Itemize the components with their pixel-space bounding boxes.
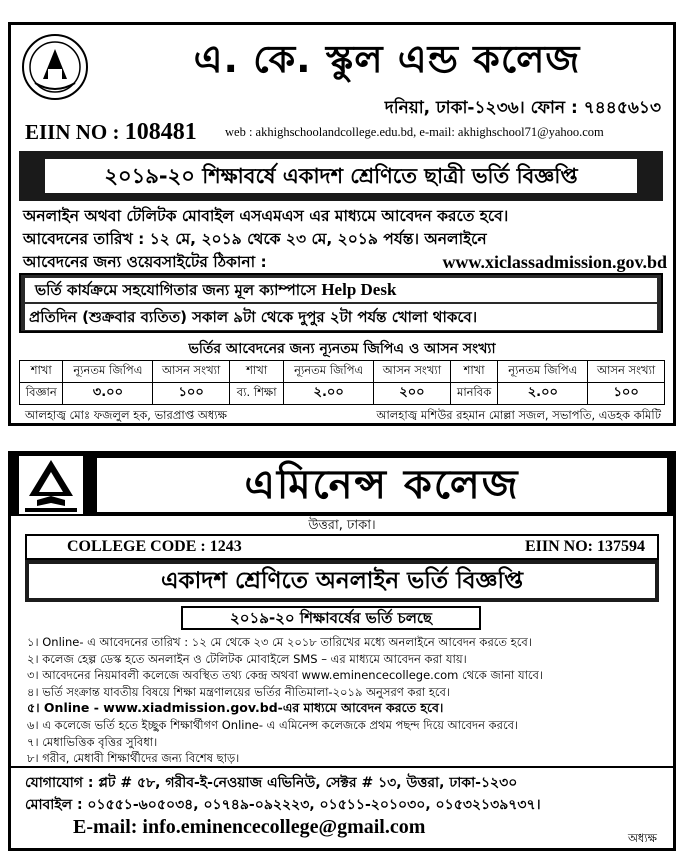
ak-school-advertisement <box>8 22 676 426</box>
contact-email: E-mail: info.eminencecollege@gmail.com <box>73 816 426 838</box>
table-cell: বিজ্ঞান <box>20 383 63 405</box>
college-header <box>11 454 673 516</box>
eiin-label: EIIN NO : <box>25 120 120 144</box>
gpa-table-title: ভর্তির আবেদনের জন্য ন্যূনতম জিপিএ ও আসন সংখ্যা <box>188 341 496 357</box>
list-item: ৫। Online - www.xiadmission.gov.bd-এর মাধ্যমে আবেদন করতে হবে। <box>27 700 444 716</box>
help-line-1-text: ভর্তি কার্যক্রমে সহযোগিতার জন্য মূল ক্যাম্পাসে <box>35 281 317 299</box>
session-banner: ২০১৯-২০ শিক্ষাবর্ষের ভর্তি চলছে <box>181 606 481 630</box>
headline-band <box>25 560 659 602</box>
signatory-principal: আলহাজ্ব মোঃ ফজলুল হক, ভারপ্রাপ্ত অধ্যক্ষ <box>25 408 227 422</box>
table-cell: ২০০ <box>374 383 451 405</box>
signatory-president: আলহাজ্ব মশিউর রহমান মোল্লা সজল, সভাপতি, এডহক কমিটি <box>376 408 661 422</box>
list-item: ৩। আবেদনের নিয়মাবলী কলেজে অবস্থিত তথ্য কেন্দ্র অথবা www.eminencecollege.com থেকে জানা যাবে। <box>27 668 544 683</box>
college-location: উত্তরা, ঢাকা। <box>308 518 376 533</box>
list-item: ১। Online- এ আবেদনের তারিখ : ১২ মে থেকে ২৩ মে ২০১৮ তারিখের মধ্যে অনলাইনে আবেদন করতে হবে। <box>27 635 532 649</box>
list-item: ২। কলেজ হেল্প ডেস্ক হতে অনলাইন ও টেলিটক মোবাইলে SMS – এর মাধ্যমে আবেদন করা যায়। <box>27 651 467 666</box>
body-line-3 <box>23 251 667 274</box>
list-item: ৬। এ কলেজে ভর্তি হতে ইচ্ছুক শিক্ষার্থীগণ Online- এ এমিনেন্স কলেজকে প্রথম পছন্দ দিয়ে আবেদন করবে। <box>27 717 519 732</box>
headline-band <box>19 151 663 201</box>
eiin-number: 108481 <box>124 119 197 145</box>
school-crest-logo <box>21 33 89 101</box>
signatory-principal: অধ্যক্ষ <box>627 831 657 845</box>
contact-footer <box>11 766 673 848</box>
help-desk-box <box>19 273 663 333</box>
college-code: COLLEGE CODE : 1243 <box>67 538 242 555</box>
admission-website: www.xiclassadmission.gov.bd <box>442 252 667 272</box>
table-header-cell: আসন সংখ্যা <box>153 361 230 383</box>
table-header-cell: ন্যূনতম জিপিএ <box>284 361 374 383</box>
table-cell: ১০০ <box>588 383 665 405</box>
table-row <box>20 383 665 405</box>
college-name: এমিনেন্স কলেজ <box>97 458 667 512</box>
body-line-3-text: আবেদনের জন্য ওয়েবসাইটের ঠিকানা : <box>23 253 267 271</box>
college-logo <box>19 456 83 514</box>
admission-rules-list <box>27 634 667 767</box>
admission-details <box>23 205 667 274</box>
table-cell: ২.০০ <box>498 383 588 405</box>
list-item: ৪। ভর্তি সংক্রান্ত যাবতীয় বিষয়ে শিক্ষা মন্ত্রণালয়ের ভর্তির নীতিমালা-২০১৯ অনুসরণ করা হবে। <box>27 684 450 699</box>
table-cell: মানবিক <box>450 383 498 405</box>
list-item: ৭। মেধাভিত্তিক বৃত্তির সুবিধা। <box>27 734 158 749</box>
table-cell: ১০০ <box>153 383 230 405</box>
table-header-cell: আসন সংখ্যা <box>588 361 665 383</box>
help-line-2: প্রতিদিন (শুক্রবার ব্যতিত) সকাল ৯টা থেকে দুপুর ২টা পর্যন্ত খোলা থাকবে। <box>25 304 657 330</box>
gpa-seat-table <box>19 360 665 405</box>
web-email-line: web : akhighschoolandcollege.edu.bd, e-mail: akhighschool71@yahoo.com <box>225 125 604 139</box>
table-cell: ৩.০০ <box>63 383 153 405</box>
table-header-cell: শাখা <box>450 361 498 383</box>
table-header-cell: শাখা <box>20 361 63 383</box>
body-line-2: আবেদনের তারিখ : ১২ মে, ২০১৯ থেকে ২৩ মে, ২০১৯ পর্যন্ত। অনলাইনে <box>23 230 487 248</box>
contact-block <box>25 772 541 816</box>
list-item: ৮। গরীব, মেধাবী শিক্ষার্থীদের জন্য বিশেষ ছাড়। <box>27 751 240 766</box>
eminence-college-advertisement <box>8 451 676 851</box>
table-header-cell: শাখা <box>230 361 284 383</box>
table-header-cell: ন্যূনতম জিপিএ <box>498 361 588 383</box>
contact-address: যোগাযোগ : প্লট # ৫৮, গরীব-ই-নেওয়াজ এভিনিউ, সেক্টর # ১৩, উত্তরা, ঢাকা-১২৩০ <box>25 775 518 791</box>
eiin-block <box>25 119 197 146</box>
school-address: দনিয়া, ঢাকা-১২৩৬। ফোন : ৭৪৪৫৬১৩ <box>384 98 661 118</box>
body-line-1: অনলাইন অথবা টেলিটক মোবাইল এসএমএস এর মাধ্যমে আবেদন করতে হবে। <box>23 207 509 225</box>
online-admission-headline: একাদশ শ্রেণিতে অনলাইন ভর্তি বিজ্ঞপ্তি <box>29 564 655 598</box>
college-code-bar <box>25 534 659 560</box>
table-header-cell: ন্যূনতম জিপিএ <box>63 361 153 383</box>
college-eiin: EIIN NO: 137594 <box>524 538 645 555</box>
table-header-row <box>20 361 665 383</box>
admission-headline: ২০১৯-২০ শিক্ষাবর্ষে একাদশ শ্রেণিতে ছাত্রী ভর্তি বিজ্ঞপ্তি <box>45 159 637 193</box>
contact-mobile: মোবাইল : ০১৫৫১-৬০৫০৩৪, ০১৭৪৯-০৯২২২৩, ০১৫১১-২০১০৩০, ০১৫৩২১৩৯৭৩৭। <box>25 797 541 813</box>
help-line-1 <box>25 278 657 302</box>
help-desk-label: Help Desk <box>321 280 397 299</box>
table-cell: ব্য. শিক্ষা <box>230 383 284 405</box>
table-cell: ২.০০ <box>284 383 374 405</box>
school-name: এ. কে. স্কুল এন্ড কলেজ <box>193 37 581 81</box>
table-header-cell: আসন সংখ্যা <box>374 361 451 383</box>
